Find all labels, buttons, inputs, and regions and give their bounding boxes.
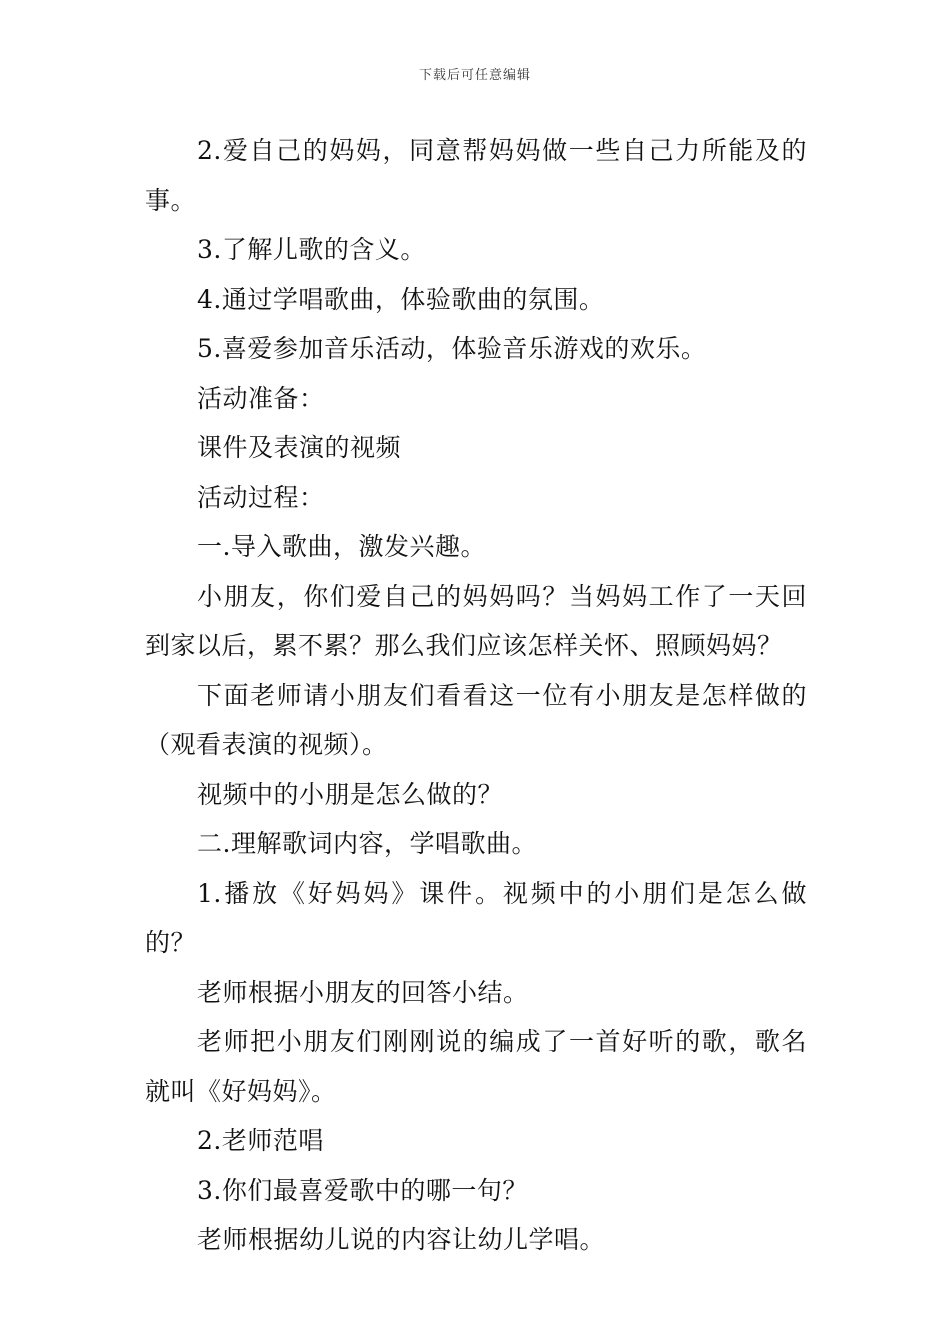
section-label: 活动过程： bbox=[197, 482, 325, 512]
section-heading: 二.理解歌词内容，学唱歌曲。 bbox=[197, 829, 537, 858]
paragraph: 老师根据小朋友的回答小结。 bbox=[197, 977, 529, 1007]
paragraph: 2.爱自己的妈妈，同意帮妈妈做一些自己力所能及的事。 bbox=[145, 136, 807, 215]
paragraph: 3.你们最喜爱歌中的哪一句？ bbox=[197, 1175, 528, 1205]
document-body bbox=[145, 126, 807, 1265]
section-heading: 一.导入歌曲，激发兴趣。 bbox=[197, 532, 486, 561]
paragraph: 2.老师范唱 bbox=[197, 1126, 324, 1155]
paragraph: 4.通过学唱歌曲，体验歌曲的氛围。 bbox=[197, 284, 605, 314]
paragraph: 3.了解儿歌的含义。 bbox=[197, 235, 426, 264]
paragraph: 1.播放《好妈妈》课件。视频中的小朋们是怎么做的？ bbox=[145, 878, 807, 957]
paragraph: 5.喜爱参加音乐活动，体验音乐游戏的欢乐。 bbox=[197, 334, 707, 363]
page-header-note: 下载后可任意编辑 bbox=[418, 68, 531, 83]
paragraph: 视频中的小朋是怎么做的？ bbox=[197, 779, 504, 809]
paragraph: 下面老师请小朋友们看看这一位有小朋友是怎样做的（观看表演的视频）。 bbox=[145, 680, 807, 759]
paragraph: 老师根据幼儿说的内容让幼儿学唱。 bbox=[197, 1225, 606, 1254]
paragraph: 老师把小朋友们刚刚说的编成了一首好听的歌，歌名就叫《好妈妈》。 bbox=[145, 1027, 807, 1106]
section-label: 活动准备： bbox=[197, 383, 325, 413]
paragraph: 课件及表演的视频 bbox=[197, 433, 402, 462]
paragraph: 小朋友，你们爱自己的妈妈吗？当妈妈工作了一天回到家以后，累不累？那么我们应该怎样关怀、照顾妈妈？ bbox=[145, 581, 807, 660]
